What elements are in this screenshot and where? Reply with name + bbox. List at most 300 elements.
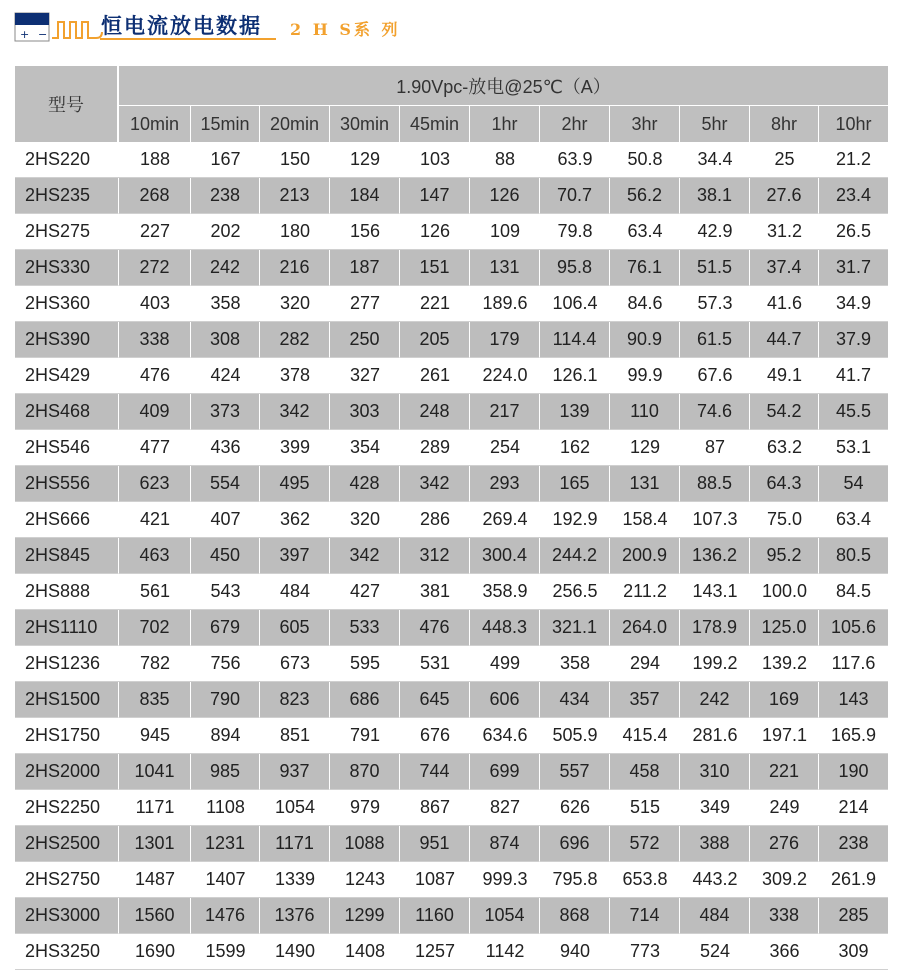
value-cell: 249 <box>750 790 819 826</box>
value-cell: 653.8 <box>610 862 680 898</box>
value-cell: 169 <box>750 682 819 718</box>
value-cell: 1487 <box>119 862 191 898</box>
value-cell: 894 <box>191 718 260 754</box>
value-cell: 366 <box>750 934 819 970</box>
column-header: 3hr <box>610 106 680 142</box>
value-cell: 696 <box>540 826 610 862</box>
value-cell: 354 <box>330 430 400 466</box>
value-cell: 308 <box>191 322 260 358</box>
value-cell: 248 <box>400 394 470 430</box>
value-cell: 1041 <box>119 754 191 790</box>
value-cell: 238 <box>191 178 260 214</box>
value-cell: 125.0 <box>750 610 819 646</box>
table-row <box>15 322 888 358</box>
table-row <box>15 646 888 682</box>
value-cell: 773 <box>610 934 680 970</box>
table-row <box>15 286 888 322</box>
battery-icon <box>14 12 50 42</box>
value-cell: 41.7 <box>819 358 888 394</box>
value-cell: 870 <box>330 754 400 790</box>
value-cell: 867 <box>400 790 470 826</box>
value-cell: 63.4 <box>819 502 888 538</box>
value-cell: 95.2 <box>750 538 819 574</box>
value-cell: 327 <box>330 358 400 394</box>
value-cell: 1476 <box>191 898 260 934</box>
value-cell: 342 <box>330 538 400 574</box>
value-cell: 868 <box>540 898 610 934</box>
value-cell: 178.9 <box>680 610 750 646</box>
column-header: 30min <box>330 106 400 142</box>
column-header: 5hr <box>680 106 750 142</box>
svg-text:−: − <box>38 28 48 41</box>
value-cell: 272 <box>119 250 191 286</box>
table-row <box>15 178 888 214</box>
table-row <box>15 754 888 790</box>
value-cell: 63.2 <box>750 430 819 466</box>
value-cell: 1088 <box>330 826 400 862</box>
value-cell: 531 <box>400 646 470 682</box>
value-cell: 515 <box>610 790 680 826</box>
value-cell: 676 <box>400 718 470 754</box>
value-cell: 320 <box>330 502 400 538</box>
value-cell: 294 <box>610 646 680 682</box>
value-cell: 427 <box>330 574 400 610</box>
column-header: 8hr <box>750 106 819 142</box>
value-cell: 424 <box>191 358 260 394</box>
value-cell: 790 <box>191 682 260 718</box>
value-cell: 179 <box>470 322 540 358</box>
model-cell: 2HS556 <box>15 466 119 502</box>
value-cell: 399 <box>260 430 330 466</box>
value-cell: 64.3 <box>750 466 819 502</box>
value-cell: 80.5 <box>819 538 888 574</box>
model-cell: 2HS546 <box>15 430 119 466</box>
value-cell: 686 <box>330 682 400 718</box>
value-cell: 421 <box>119 502 191 538</box>
value-cell: 158.4 <box>610 502 680 538</box>
value-cell: 1408 <box>330 934 400 970</box>
value-cell: 50.8 <box>610 142 680 178</box>
value-cell: 105.6 <box>819 610 888 646</box>
value-cell: 349 <box>680 790 750 826</box>
value-cell: 985 <box>191 754 260 790</box>
value-cell: 434 <box>540 682 610 718</box>
svg-text:+: + <box>20 28 30 41</box>
value-cell: 476 <box>119 358 191 394</box>
value-cell: 25 <box>750 142 819 178</box>
value-cell: 129 <box>610 430 680 466</box>
value-cell: 1376 <box>260 898 330 934</box>
value-cell: 1171 <box>260 826 330 862</box>
value-cell: 188 <box>119 142 191 178</box>
value-cell: 139.2 <box>750 646 819 682</box>
value-cell: 979 <box>330 790 400 826</box>
value-cell: 217 <box>470 394 540 430</box>
value-cell: 1231 <box>191 826 260 862</box>
value-cell: 342 <box>400 466 470 502</box>
model-cell: 2HS2500 <box>15 826 119 862</box>
value-cell: 42.9 <box>680 214 750 250</box>
value-cell: 84.6 <box>610 286 680 322</box>
value-cell: 476 <box>400 610 470 646</box>
value-cell: 88 <box>470 142 540 178</box>
value-cell: 282 <box>260 322 330 358</box>
value-cell: 309.2 <box>750 862 819 898</box>
value-cell: 1243 <box>330 862 400 898</box>
value-cell: 557 <box>540 754 610 790</box>
table-row <box>15 862 888 898</box>
value-cell: 699 <box>470 754 540 790</box>
value-cell: 90.9 <box>610 322 680 358</box>
model-cell: 2HS1500 <box>15 682 119 718</box>
value-cell: 151 <box>400 250 470 286</box>
value-cell: 415.4 <box>610 718 680 754</box>
value-cell: 261 <box>400 358 470 394</box>
value-cell: 53.1 <box>819 430 888 466</box>
model-cell: 2HS2250 <box>15 790 119 826</box>
value-cell: 37.9 <box>819 322 888 358</box>
value-cell: 21.2 <box>819 142 888 178</box>
value-cell: 851 <box>260 718 330 754</box>
value-cell: 358 <box>540 646 610 682</box>
model-cell: 2HS330 <box>15 250 119 286</box>
value-cell: 205 <box>400 322 470 358</box>
value-cell: 211.2 <box>610 574 680 610</box>
value-cell: 338 <box>119 322 191 358</box>
value-cell: 606 <box>470 682 540 718</box>
value-cell: 397 <box>260 538 330 574</box>
value-cell: 443.2 <box>680 862 750 898</box>
value-cell: 269.4 <box>470 502 540 538</box>
value-cell: 75.0 <box>750 502 819 538</box>
value-cell: 56.2 <box>610 178 680 214</box>
model-cell: 2HS2000 <box>15 754 119 790</box>
value-cell: 44.7 <box>750 322 819 358</box>
value-cell: 192.9 <box>540 502 610 538</box>
value-cell: 358.9 <box>470 574 540 610</box>
model-cell: 2HS1110 <box>15 610 119 646</box>
value-cell: 84.5 <box>819 574 888 610</box>
value-cell: 505.9 <box>540 718 610 754</box>
value-cell: 533 <box>330 610 400 646</box>
value-cell: 626 <box>540 790 610 826</box>
value-cell: 200.9 <box>610 538 680 574</box>
value-cell: 165 <box>540 466 610 502</box>
model-cell: 2HS845 <box>15 538 119 574</box>
value-cell: 835 <box>119 682 191 718</box>
value-cell: 495 <box>260 466 330 502</box>
model-cell: 2HS666 <box>15 502 119 538</box>
value-cell: 945 <box>119 718 191 754</box>
value-cell: 117.6 <box>819 646 888 682</box>
value-cell: 63.4 <box>610 214 680 250</box>
value-cell: 312 <box>400 538 470 574</box>
model-cell: 2HS3000 <box>15 898 119 934</box>
column-header: 10min <box>119 106 191 142</box>
value-cell: 106.4 <box>540 286 610 322</box>
value-cell: 428 <box>330 466 400 502</box>
value-cell: 51.5 <box>680 250 750 286</box>
value-cell: 261.9 <box>819 862 888 898</box>
value-cell: 450 <box>191 538 260 574</box>
model-cell: 2HS468 <box>15 394 119 430</box>
discharge-data-table <box>15 66 888 970</box>
value-cell: 289 <box>400 430 470 466</box>
value-cell: 87 <box>680 430 750 466</box>
value-cell: 216 <box>260 250 330 286</box>
table-row <box>15 250 888 286</box>
value-cell: 37.4 <box>750 250 819 286</box>
table-row <box>15 502 888 538</box>
value-cell: 791 <box>330 718 400 754</box>
value-cell: 645 <box>400 682 470 718</box>
table-row <box>15 394 888 430</box>
value-cell: 114.4 <box>540 322 610 358</box>
model-column-header: 型号 <box>15 66 119 142</box>
value-cell: 300.4 <box>470 538 540 574</box>
value-cell: 1108 <box>191 790 260 826</box>
value-cell: 221 <box>400 286 470 322</box>
value-cell: 999.3 <box>470 862 540 898</box>
column-header: 10hr <box>819 106 888 142</box>
table-row <box>15 538 888 574</box>
value-cell: 131 <box>610 466 680 502</box>
value-cell: 70.7 <box>540 178 610 214</box>
value-cell: 458 <box>610 754 680 790</box>
table-row <box>15 718 888 754</box>
value-cell: 1054 <box>260 790 330 826</box>
value-cell: 131 <box>470 250 540 286</box>
value-cell: 524 <box>680 934 750 970</box>
value-cell: 744 <box>400 754 470 790</box>
value-cell: 403 <box>119 286 191 322</box>
value-cell: 54.2 <box>750 394 819 430</box>
value-cell: 448.3 <box>470 610 540 646</box>
value-cell: 54 <box>819 466 888 502</box>
value-cell: 484 <box>680 898 750 934</box>
value-cell: 202 <box>191 214 260 250</box>
model-cell: 2HS235 <box>15 178 119 214</box>
value-cell: 623 <box>119 466 191 502</box>
value-cell: 139 <box>540 394 610 430</box>
model-cell: 2HS390 <box>15 322 119 358</box>
value-cell: 184 <box>330 178 400 214</box>
value-cell: 1339 <box>260 862 330 898</box>
value-cell: 358 <box>191 286 260 322</box>
value-cell: 190 <box>819 754 888 790</box>
value-cell: 41.6 <box>750 286 819 322</box>
value-cell: 76.1 <box>610 250 680 286</box>
value-cell: 213 <box>260 178 330 214</box>
value-cell: 951 <box>400 826 470 862</box>
series-label: 2 H S系 列 <box>290 20 401 39</box>
value-cell: 227 <box>119 214 191 250</box>
value-cell: 281.6 <box>680 718 750 754</box>
value-cell: 1299 <box>330 898 400 934</box>
table-row <box>15 214 888 250</box>
value-cell: 499 <box>470 646 540 682</box>
value-cell: 214 <box>819 790 888 826</box>
value-cell: 199.2 <box>680 646 750 682</box>
value-cell: 357 <box>610 682 680 718</box>
value-cell: 381 <box>400 574 470 610</box>
value-cell: 362 <box>260 502 330 538</box>
value-cell: 309 <box>819 934 888 970</box>
column-header: 2hr <box>540 106 610 142</box>
value-cell: 782 <box>119 646 191 682</box>
model-cell: 2HS220 <box>15 142 119 178</box>
value-cell: 26.5 <box>819 214 888 250</box>
column-header: 20min <box>260 106 330 142</box>
value-cell: 143 <box>819 682 888 718</box>
value-cell: 126 <box>470 178 540 214</box>
value-cell: 823 <box>260 682 330 718</box>
value-cell: 38.1 <box>680 178 750 214</box>
value-cell: 303 <box>330 394 400 430</box>
value-cell: 136.2 <box>680 538 750 574</box>
value-cell: 1301 <box>119 826 191 862</box>
model-cell: 2HS2750 <box>15 862 119 898</box>
value-cell: 31.7 <box>819 250 888 286</box>
value-cell: 874 <box>470 826 540 862</box>
value-cell: 477 <box>119 430 191 466</box>
value-cell: 110 <box>610 394 680 430</box>
value-cell: 126 <box>400 214 470 250</box>
value-cell: 1160 <box>400 898 470 934</box>
value-cell: 250 <box>330 322 400 358</box>
value-cell: 940 <box>540 934 610 970</box>
value-cell: 34.9 <box>819 286 888 322</box>
value-cell: 1407 <box>191 862 260 898</box>
value-cell: 224.0 <box>470 358 540 394</box>
table-row <box>15 682 888 718</box>
table-row <box>15 430 888 466</box>
value-cell: 79.8 <box>540 214 610 250</box>
value-cell: 103 <box>400 142 470 178</box>
column-header: 45min <box>400 106 470 142</box>
table-row <box>15 610 888 646</box>
value-cell: 49.1 <box>750 358 819 394</box>
value-cell: 100.0 <box>750 574 819 610</box>
value-cell: 436 <box>191 430 260 466</box>
value-cell: 27.6 <box>750 178 819 214</box>
value-cell: 595 <box>330 646 400 682</box>
value-cell: 150 <box>260 142 330 178</box>
value-cell: 45.5 <box>819 394 888 430</box>
value-cell: 147 <box>400 178 470 214</box>
value-cell: 143.1 <box>680 574 750 610</box>
value-cell: 605 <box>260 610 330 646</box>
page-title: 恒电流放电数据 <box>101 13 262 38</box>
page-header <box>0 0 900 60</box>
value-cell: 463 <box>119 538 191 574</box>
model-cell: 2HS1236 <box>15 646 119 682</box>
table-row <box>15 934 888 970</box>
value-cell: 1054 <box>470 898 540 934</box>
title-underline <box>100 38 276 40</box>
value-cell: 1142 <box>470 934 540 970</box>
column-header: 1hr <box>470 106 540 142</box>
value-cell: 714 <box>610 898 680 934</box>
value-cell: 293 <box>470 466 540 502</box>
table-row <box>15 826 888 862</box>
value-cell: 554 <box>191 466 260 502</box>
value-cell: 756 <box>191 646 260 682</box>
value-cell: 320 <box>260 286 330 322</box>
value-cell: 342 <box>260 394 330 430</box>
value-cell: 264.0 <box>610 610 680 646</box>
square-wave-icon <box>52 16 104 42</box>
table-row <box>15 790 888 826</box>
value-cell: 221 <box>750 754 819 790</box>
condition-header: 1.90Vpc-放电@25℃（A） <box>119 66 888 106</box>
value-cell: 310 <box>680 754 750 790</box>
value-cell: 321.1 <box>540 610 610 646</box>
value-cell: 1171 <box>119 790 191 826</box>
value-cell: 74.6 <box>680 394 750 430</box>
value-cell: 673 <box>260 646 330 682</box>
model-cell: 2HS429 <box>15 358 119 394</box>
value-cell: 254 <box>470 430 540 466</box>
value-cell: 63.9 <box>540 142 610 178</box>
model-cell: 2HS275 <box>15 214 119 250</box>
value-cell: 1599 <box>191 934 260 970</box>
value-cell: 197.1 <box>750 718 819 754</box>
value-cell: 31.2 <box>750 214 819 250</box>
value-cell: 129 <box>330 142 400 178</box>
value-cell: 937 <box>260 754 330 790</box>
value-cell: 277 <box>330 286 400 322</box>
value-cell: 238 <box>819 826 888 862</box>
value-cell: 795.8 <box>540 862 610 898</box>
value-cell: 67.6 <box>680 358 750 394</box>
value-cell: 373 <box>191 394 260 430</box>
value-cell: 126.1 <box>540 358 610 394</box>
value-cell: 180 <box>260 214 330 250</box>
value-cell: 109 <box>470 214 540 250</box>
value-cell: 57.3 <box>680 286 750 322</box>
value-cell: 572 <box>610 826 680 862</box>
value-cell: 1087 <box>400 862 470 898</box>
value-cell: 388 <box>680 826 750 862</box>
value-cell: 23.4 <box>819 178 888 214</box>
table-row <box>15 142 888 178</box>
value-cell: 378 <box>260 358 330 394</box>
value-cell: 162 <box>540 430 610 466</box>
model-cell: 2HS888 <box>15 574 119 610</box>
table-row <box>15 358 888 394</box>
value-cell: 634.6 <box>470 718 540 754</box>
value-cell: 702 <box>119 610 191 646</box>
value-cell: 1257 <box>400 934 470 970</box>
value-cell: 88.5 <box>680 466 750 502</box>
value-cell: 338 <box>750 898 819 934</box>
value-cell: 242 <box>680 682 750 718</box>
table-row <box>15 574 888 610</box>
value-cell: 407 <box>191 502 260 538</box>
value-cell: 276 <box>750 826 819 862</box>
model-cell: 2HS1750 <box>15 718 119 754</box>
value-cell: 242 <box>191 250 260 286</box>
value-cell: 679 <box>191 610 260 646</box>
model-cell: 2HS3250 <box>15 934 119 970</box>
value-cell: 561 <box>119 574 191 610</box>
value-cell: 256.5 <box>540 574 610 610</box>
value-cell: 165.9 <box>819 718 888 754</box>
value-cell: 244.2 <box>540 538 610 574</box>
table-row <box>15 898 888 934</box>
value-cell: 167 <box>191 142 260 178</box>
